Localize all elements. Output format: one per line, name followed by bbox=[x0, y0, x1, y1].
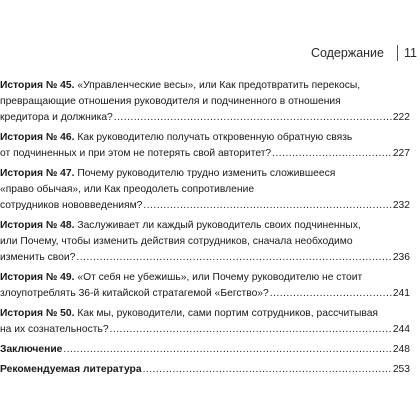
entry-page-number: 244 bbox=[392, 324, 410, 335]
dot-leader bbox=[76, 250, 391, 266]
entry-text-line: сотрудников нововведениям? bbox=[0, 200, 143, 211]
toc-entry-story-50[interactable] bbox=[0, 306, 410, 338]
entry-text-line: или Почему, чтобы изменить действия сотрудников, сначала необходимо bbox=[0, 236, 353, 247]
entry-label: История № 48. bbox=[0, 220, 75, 231]
running-header bbox=[0, 45, 420, 65]
entry-text-line: изменить свои? bbox=[0, 252, 76, 263]
entry-text-line: «Управленческие весы», или Как предотвратить перекосы, bbox=[77, 80, 361, 91]
entry-text-line: «От себя не убежишь», или Почему руководителю не стоит bbox=[77, 272, 363, 283]
entry-text-line: Заслуживает ли каждый руководитель своих подчиненных, bbox=[77, 220, 361, 231]
entry-text-line: от подчиненных и при этом не потерять свой авторитет? bbox=[0, 148, 272, 159]
entry-label: История № 47. bbox=[0, 168, 75, 179]
entry-text-line: Как руководителю получать откровенную обратную связь bbox=[77, 132, 353, 143]
dot-leader bbox=[110, 322, 392, 338]
entry-page-number: 232 bbox=[392, 200, 410, 211]
entry-title: Заключение bbox=[0, 344, 63, 355]
toc-entry-conclusion[interactable] bbox=[0, 342, 410, 358]
toc-entry-literature[interactable] bbox=[0, 362, 410, 378]
entry-page-number: 222 bbox=[392, 112, 410, 123]
table-of-contents bbox=[0, 78, 410, 382]
entry-title: Рекомендуемая литература bbox=[0, 364, 142, 375]
entry-label: История № 49. bbox=[0, 272, 75, 283]
entry-page-number: 253 bbox=[392, 364, 410, 375]
entry-page-number: 236 bbox=[392, 252, 410, 263]
section-title: Содержание bbox=[310, 46, 384, 60]
entry-text-line: злоупотреблять 36-й китайской стратагемой «Бегство»? bbox=[0, 288, 269, 299]
dot-leader bbox=[143, 198, 391, 214]
entry-text-line: превращающие отношения руководителя и подчиненного в отношения bbox=[0, 96, 341, 107]
entry-page-number: 248 bbox=[392, 344, 410, 355]
entry-label: История № 46. bbox=[0, 132, 75, 143]
dot-leader bbox=[270, 286, 392, 302]
toc-entry-story-46[interactable] bbox=[0, 130, 410, 162]
entry-page-number: 227 bbox=[392, 148, 410, 159]
entry-label: История № 50. bbox=[0, 308, 75, 319]
entry-text-line: «право обычая», или Как преодолеть сопротивление bbox=[0, 184, 255, 195]
dot-leader bbox=[114, 110, 392, 126]
entry-text-line: Как мы, руководители, сами портим сотрудников, рассчитывая bbox=[77, 308, 379, 319]
page-number: 11 bbox=[404, 46, 417, 60]
header-divider bbox=[397, 45, 398, 61]
dot-leader bbox=[143, 362, 392, 378]
entry-label: История № 45. bbox=[0, 80, 75, 91]
entry-text-line: на их сознательность? bbox=[0, 324, 109, 335]
entry-text-line: кредитора и должника? bbox=[0, 112, 113, 123]
toc-entry-story-49[interactable] bbox=[0, 270, 410, 302]
toc-entry-story-47[interactable] bbox=[0, 166, 410, 214]
dot-leader bbox=[272, 146, 392, 162]
toc-entry-story-48[interactable] bbox=[0, 218, 410, 266]
toc-entry-story-45[interactable] bbox=[0, 78, 410, 126]
dot-leader bbox=[63, 342, 391, 358]
entry-page-number: 241 bbox=[392, 288, 410, 299]
entry-text-line: Почему руководителю трудно изменить сложившееся bbox=[77, 168, 336, 179]
